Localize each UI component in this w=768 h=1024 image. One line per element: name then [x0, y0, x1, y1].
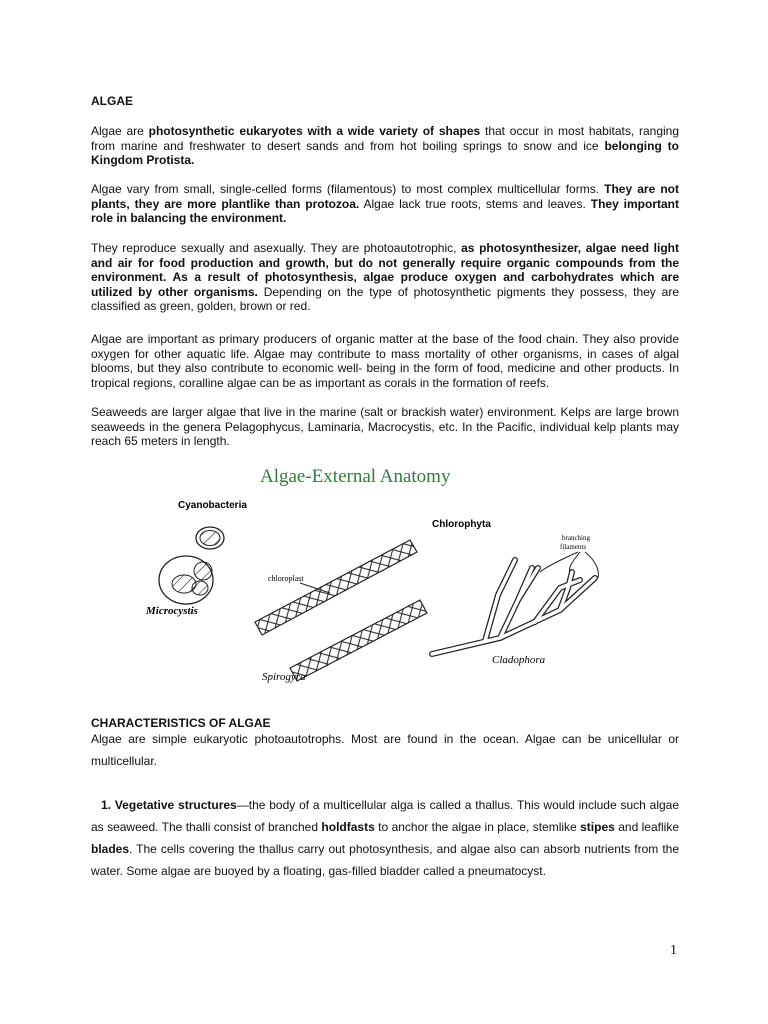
paragraph-seaweeds: Seaweeds are larger algae that live in the marine (salt or brackish water) environment. Kelps are large brown seaweeds in the genera Pelagophycus, Laminaria, Macrocystis, etc. In the Pacific, individual kelp plants may reach 65 meters in length.: [91, 405, 679, 448]
algae-anatomy-figure: [140, 460, 620, 692]
anatomy-illustration: [140, 460, 620, 692]
label-cyanobacteria: Cyanobacteria: [178, 500, 247, 511]
microcystis-colony: [159, 556, 213, 604]
label-branching: branching: [562, 534, 590, 542]
paragraph-reproduction: They reproduce sexually and asexually. They are photoautotrophic, as photosynthesizer, algae need light and air for food production and growth, but do not generally require organic compounds from the environment. As a result of photosynthesis, algae produce oxygen and carbohydrates which are utilized by other organisms. Depending on the type of photosynthetic pigments they possess, they are classified as green, golden, brown or red.: [91, 241, 679, 313]
label-chloroplast: chloroplast: [268, 574, 304, 583]
paragraph-vegetative-structures: 1. Vegetative structures—the body of a multicellular alga is called a thallus. This would include such algae as seaweed. The thalli consist of branched holdfasts to anchor the algae in place, stemlike stipes and leaflike blades. The cells covering the thallus carry out photosynthesis, and algae also can absorb nutrients from the water. Some algae are buoyed by a floating, gas-filled bladder called a pneumatocyst.: [91, 798, 680, 878]
page-title: ALGAE: [91, 94, 133, 108]
label-microcystis: Microcystis: [146, 605, 198, 617]
paragraph-forms: Algae vary from small, single-celled forms (filamentous) to most complex multicellular forms. They are not plants, they are more plantlike than protozoa. Algae lack true roots, stems and leaves. They important role in balancing the environment.: [91, 182, 680, 225]
figure-title: Algae-External Anatomy: [260, 466, 451, 487]
label-cladophora: Cladophora: [492, 654, 546, 666]
cyanobacteria-cell: [196, 527, 224, 549]
paragraph-characteristics: Algae are simple eukaryotic photoautotrophs. Most are found in the ocean. Algae can be unicellular or multicellular.: [91, 732, 679, 768]
paragraph-importance: Algae are important as primary producers of organic matter at the base of the food chain. They also provide oxygen for other aquatic life. Algae may contribute to mass mortality of other organisms, in cases of algal blooms, but they also contribute to economic well- being in the form of food, medicine and other products. In tropical regions, coralline algae can be as important as corals in the formation of reefs.: [91, 332, 679, 390]
page-number: 1: [670, 943, 677, 958]
label-filaments: filaments: [560, 543, 587, 551]
label-spirogyra: Spirogyra: [262, 671, 306, 683]
cladophora-plant-inner: [432, 560, 595, 654]
spirogyra-filaments: [255, 540, 427, 681]
section-title-characteristics: CHARACTERISTICS OF ALGAE: [91, 716, 271, 730]
label-chlorophyta: Chlorophyta: [432, 519, 491, 530]
paragraph-intro: Algae are photosynthetic eukaryotes with a wide variety of shapes that occur in most habitats, ranging from marine and freshwater to desert sands and from hot boiling springs to snow and ice belonging to Kingdom Protista.: [91, 124, 680, 167]
